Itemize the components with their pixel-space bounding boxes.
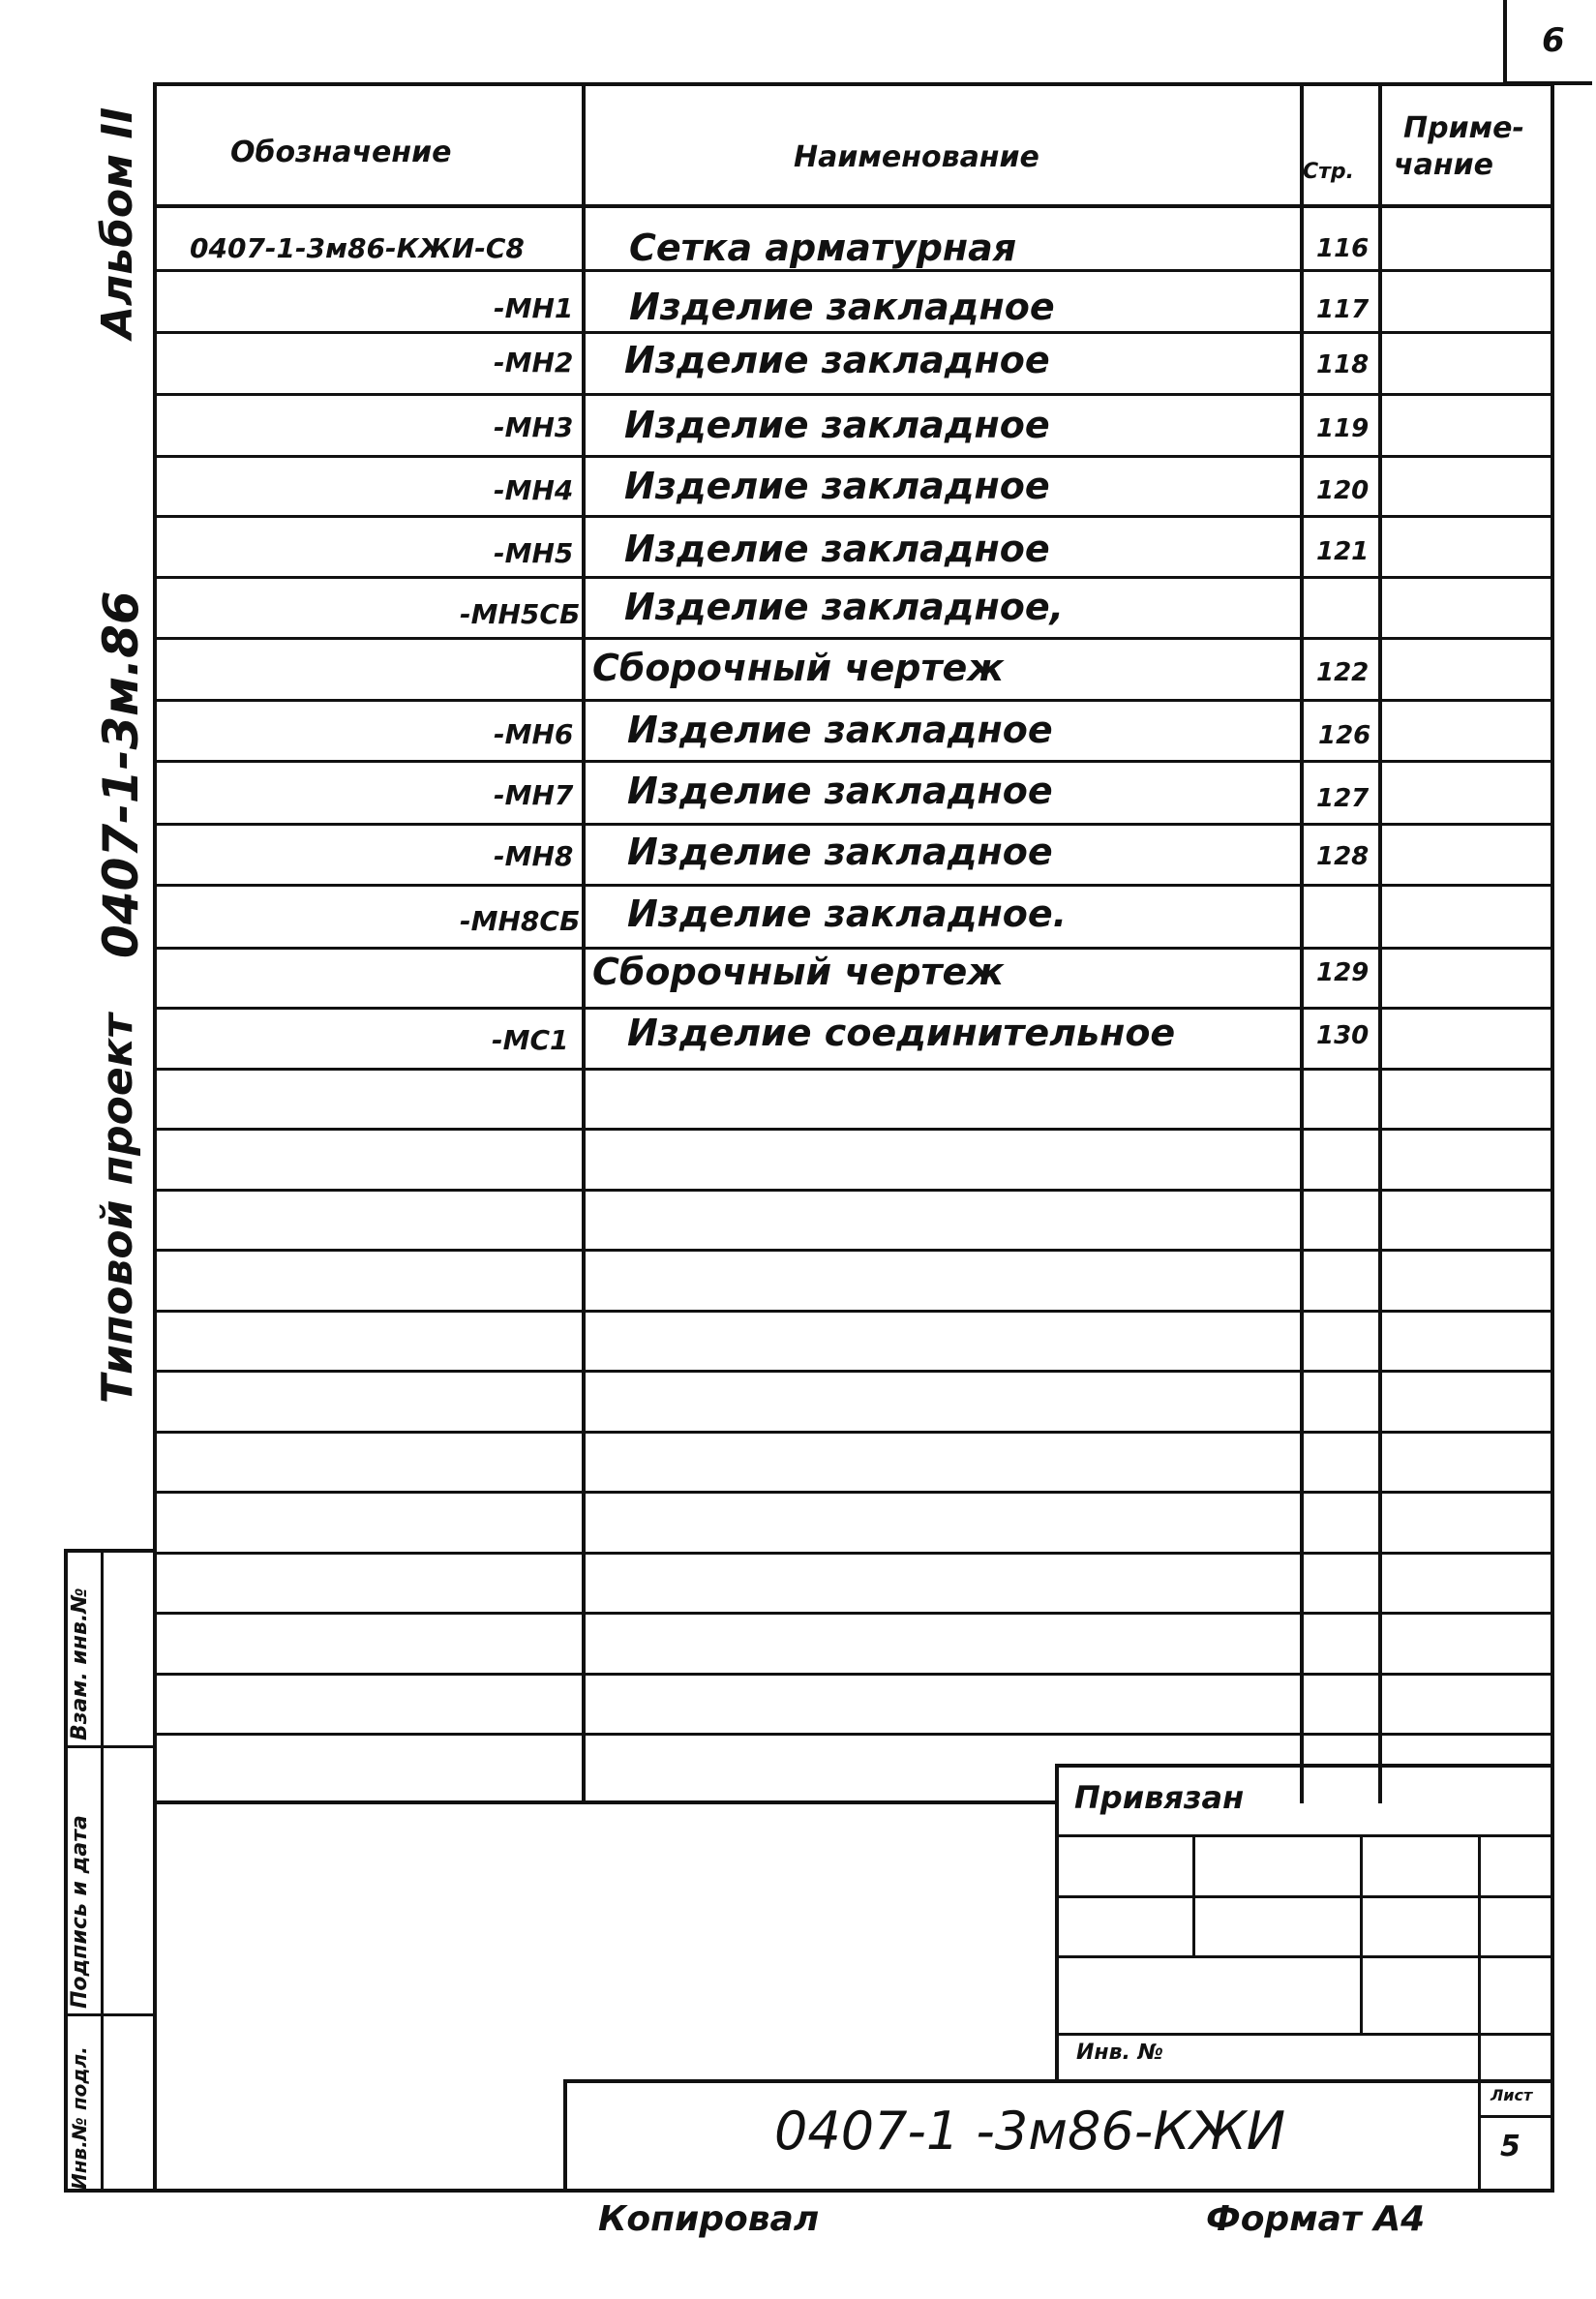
row-name: Изделие закладное. xyxy=(627,892,1068,935)
row-name: Изделие закладное xyxy=(629,286,1055,328)
row-page: 121 xyxy=(1316,537,1370,566)
col-divider-page xyxy=(1378,82,1382,1803)
left-strip-divider xyxy=(101,1549,104,2193)
side-title-project-code: 0407-1-3м.86 xyxy=(93,590,149,958)
left-strip-label-inventory: Инв.№ подл. xyxy=(68,2046,91,2190)
row-name: Изделие закладное xyxy=(624,404,1050,446)
left-strip-line-2 xyxy=(64,2013,153,2016)
row-divider-line xyxy=(153,823,1554,826)
side-title-album: Альбом II xyxy=(93,106,142,339)
row-divider-line xyxy=(153,884,1554,887)
footer-format: Формат А4 xyxy=(1206,2199,1426,2239)
row-divider-line xyxy=(153,1491,1554,1494)
row-designation: -МН8СБ xyxy=(460,905,581,937)
stamp-inv-label: Инв. № xyxy=(1076,2041,1164,2065)
document-code: 0407-1 -3м86-КЖИ xyxy=(774,2101,1286,2162)
col-divider-designation xyxy=(582,82,586,1803)
row-page: 127 xyxy=(1316,784,1370,813)
left-strip-line-1 xyxy=(64,1745,153,1748)
row-designation: -МН5 xyxy=(494,537,574,569)
row-divider-line xyxy=(153,455,1554,458)
row-designation: -МН5СБ xyxy=(460,598,581,630)
row-divider-line xyxy=(153,1370,1554,1373)
row-divider-line xyxy=(153,1673,1554,1676)
row-name: Изделие соединительное xyxy=(627,1012,1176,1054)
page-number-box xyxy=(1503,0,1592,85)
row-name: Изделие закладное xyxy=(624,339,1050,381)
row-divider-line xyxy=(153,331,1554,334)
header-divider xyxy=(153,204,1554,208)
row-divider-line xyxy=(153,1128,1554,1131)
header-page: Стр. xyxy=(1303,160,1355,184)
row-page: 130 xyxy=(1316,1021,1370,1050)
sheet-frame xyxy=(153,82,1554,2193)
row-designation: 0407-1-3м86-КЖИ-С8 xyxy=(190,232,525,264)
row-divider-line xyxy=(153,1733,1554,1736)
row-divider-line xyxy=(153,1431,1554,1434)
row-page: 122 xyxy=(1316,658,1370,687)
sheet-label: Лист xyxy=(1491,2086,1533,2104)
row-divider-line xyxy=(153,699,1554,702)
sheet-number-divider xyxy=(1478,2115,1554,2118)
row-divider-line xyxy=(153,947,1554,950)
row-page: 128 xyxy=(1316,842,1370,871)
header-name: Наименование xyxy=(794,140,1039,174)
row-divider-line xyxy=(153,269,1554,272)
row-name: Изделие закладное xyxy=(627,770,1053,812)
page-number: 6 xyxy=(1542,21,1565,60)
row-divider-line xyxy=(153,576,1554,579)
row-page: 116 xyxy=(1316,234,1370,263)
row-page: 117 xyxy=(1316,295,1370,324)
row-page: 118 xyxy=(1316,350,1370,379)
row-name: Сборочный чертеж xyxy=(592,647,1005,689)
row-divider-line xyxy=(153,1068,1554,1071)
row-page: 126 xyxy=(1318,721,1371,750)
row-designation: -МН4 xyxy=(494,474,574,506)
row-page: 129 xyxy=(1316,958,1370,987)
row-page: 120 xyxy=(1316,476,1370,505)
row-page: 119 xyxy=(1316,414,1370,443)
row-designation: -МН3 xyxy=(494,411,574,443)
row-divider-line xyxy=(153,760,1554,763)
header-note-line2: чание xyxy=(1394,148,1493,182)
left-strip-label-signature: Подпись и дата xyxy=(68,1815,92,2009)
row-name: Сетка арматурная xyxy=(629,227,1017,269)
col-divider-name xyxy=(1300,82,1304,1803)
row-divider-line xyxy=(153,515,1554,518)
row-designation: -МН8 xyxy=(494,840,574,872)
row-designation: -МН7 xyxy=(494,779,574,811)
row-divider-line xyxy=(153,1612,1554,1615)
stamp-col-2 xyxy=(1360,1834,1363,2033)
stamp-top-line xyxy=(1055,1764,1554,1768)
row-designation: -МН2 xyxy=(494,347,574,378)
row-name: Сборочный чертеж xyxy=(592,951,1005,993)
row-divider-line xyxy=(153,637,1554,640)
row-divider-line xyxy=(153,1552,1554,1555)
row-name: Изделие закладное xyxy=(624,465,1050,507)
footer-copied: Копировал xyxy=(598,2199,820,2239)
row-divider-line xyxy=(153,1310,1554,1313)
row-designation: -МС1 xyxy=(492,1024,569,1056)
row-designation: -МН6 xyxy=(494,718,574,750)
header-designation: Обозначение xyxy=(230,136,452,169)
row-divider-line xyxy=(153,1249,1554,1252)
row-divider-line xyxy=(153,1189,1554,1192)
side-title-project-type: Типовой проект xyxy=(93,1013,142,1404)
stamp-linked-label: Привязан xyxy=(1074,1779,1245,1816)
table-bottom-line xyxy=(153,1800,1055,1804)
row-name: Изделие закладное xyxy=(627,709,1053,751)
row-divider-line xyxy=(153,393,1554,396)
header-note-line1: Приме- xyxy=(1403,111,1524,145)
sheet-number: 5 xyxy=(1500,2130,1521,2163)
row-designation: -МН1 xyxy=(494,292,574,324)
row-name: Изделие закладное, xyxy=(624,586,1065,628)
row-divider-line xyxy=(153,1007,1554,1010)
stamp-col-1 xyxy=(1192,1834,1195,1955)
row-name: Изделие закладное xyxy=(624,528,1050,570)
left-strip-label-replaced: Взам. инв.№ xyxy=(68,1588,92,1740)
row-name: Изделие закладное xyxy=(627,831,1053,873)
